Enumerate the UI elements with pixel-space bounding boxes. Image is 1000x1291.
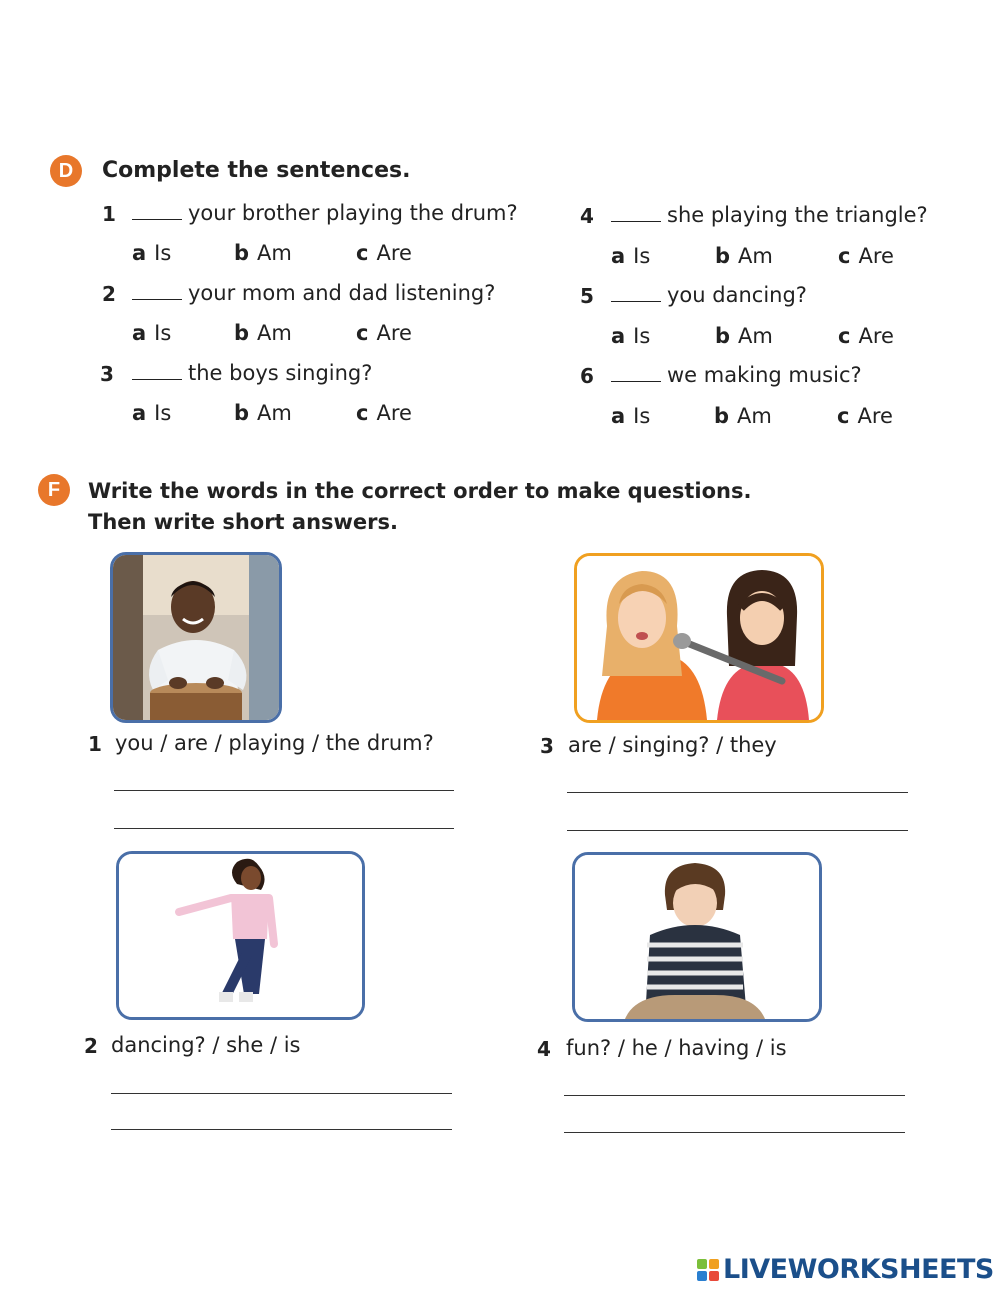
option-letter: a — [132, 321, 147, 345]
photo-girl-dancing — [116, 851, 365, 1020]
answer-line-question[interactable] — [114, 790, 454, 791]
option-word: Are — [376, 241, 412, 265]
option-word: Are — [858, 244, 894, 268]
option-letter: c — [356, 321, 369, 345]
option-a[interactable] — [132, 241, 171, 265]
question-text-line — [132, 361, 372, 385]
option-word: Are — [376, 401, 412, 425]
question-text: your mom and dad listening? — [188, 281, 496, 305]
question-text-line — [132, 281, 495, 305]
option-letter: c — [838, 324, 851, 348]
option-word: Is — [154, 321, 172, 345]
option-letter: a — [132, 241, 147, 265]
item-words: dancing? / she / is — [111, 1033, 301, 1057]
logo-text: LIVEWORKSHEETS — [723, 1254, 994, 1285]
option-letter: a — [611, 244, 626, 268]
option-word: Am — [737, 404, 772, 428]
photo-girls-singing — [574, 553, 824, 723]
section-f-title-line1: Write the words in the correct order to make questions. — [88, 479, 752, 503]
option-word: Am — [257, 401, 292, 425]
option-letter: b — [234, 321, 250, 345]
photo-boy-drum — [110, 552, 282, 723]
option-b[interactable] — [715, 324, 773, 348]
answer-blank[interactable] — [611, 207, 661, 222]
option-word: Am — [738, 244, 773, 268]
option-word: Is — [154, 401, 172, 425]
option-letter: a — [611, 324, 626, 348]
answer-blank[interactable] — [611, 287, 661, 302]
answer-line-question[interactable] — [567, 792, 908, 793]
option-c[interactable] — [838, 244, 894, 268]
logo-mark-icon — [697, 1259, 719, 1281]
question-text-line — [611, 283, 807, 307]
answer-line-short-answer[interactable] — [114, 828, 454, 829]
question-number: 5 — [580, 284, 594, 308]
question-text-line — [611, 363, 862, 387]
boy-bored-illustration — [575, 855, 819, 1019]
question-number: 3 — [100, 362, 114, 386]
option-a[interactable] — [132, 321, 171, 345]
option-letter: c — [356, 401, 369, 425]
section-d-badge: D — [50, 155, 82, 187]
option-word: Is — [154, 241, 172, 265]
item-number: 1 — [88, 732, 102, 756]
option-c[interactable] — [837, 404, 893, 428]
liveworksheets-logo — [697, 1254, 994, 1285]
answer-blank[interactable] — [132, 365, 182, 380]
option-c[interactable] — [838, 324, 894, 348]
option-letter: b — [715, 324, 731, 348]
option-letter: b — [714, 404, 730, 428]
item-words: fun? / he / having / is — [566, 1036, 787, 1060]
question-text: the boys singing? — [188, 361, 373, 385]
option-word: Are — [858, 324, 894, 348]
option-letter: b — [234, 401, 250, 425]
question-number: 6 — [580, 364, 594, 388]
question-text: your brother playing the drum? — [188, 201, 518, 225]
option-letter: b — [715, 244, 731, 268]
answer-blank[interactable] — [132, 205, 182, 220]
option-b[interactable] — [714, 404, 772, 428]
question-number: 1 — [102, 202, 116, 226]
item-words: are / singing? / they — [568, 733, 777, 757]
option-a[interactable] — [132, 401, 171, 425]
option-letter: a — [132, 401, 147, 425]
question-text-line — [132, 201, 518, 225]
answer-line-question[interactable] — [564, 1095, 905, 1096]
question-text: you dancing? — [667, 283, 807, 307]
answer-line-short-answer[interactable] — [564, 1132, 905, 1133]
option-letter: c — [356, 241, 369, 265]
option-letter: c — [838, 244, 851, 268]
option-word: Am — [738, 324, 773, 348]
section-f-badge: F — [38, 474, 70, 506]
option-b[interactable] — [234, 401, 292, 425]
option-a[interactable] — [611, 324, 650, 348]
option-a[interactable] — [611, 404, 650, 428]
item-number: 4 — [537, 1037, 551, 1061]
section-f-title-line2: Then write short answers. — [88, 510, 399, 534]
question-number: 4 — [580, 204, 594, 228]
question-number: 2 — [102, 282, 116, 306]
option-letter: c — [837, 404, 850, 428]
option-b[interactable] — [234, 241, 292, 265]
answer-blank[interactable] — [611, 367, 661, 382]
item-words: you / are / playing / the drum? — [115, 731, 434, 755]
option-b[interactable] — [715, 244, 773, 268]
option-letter: a — [611, 404, 626, 428]
girls-singing-illustration — [577, 556, 821, 720]
option-c[interactable] — [356, 241, 412, 265]
answer-line-short-answer[interactable] — [111, 1129, 452, 1130]
photo-boy-bored — [572, 852, 822, 1022]
option-word: Am — [257, 241, 292, 265]
item-number: 3 — [540, 734, 554, 758]
answer-blank[interactable] — [132, 285, 182, 300]
option-letter: b — [234, 241, 250, 265]
answer-line-short-answer[interactable] — [567, 830, 908, 831]
question-text-line — [611, 203, 928, 227]
option-word: Am — [257, 321, 292, 345]
option-c[interactable] — [356, 401, 412, 425]
option-a[interactable] — [611, 244, 650, 268]
option-word: Is — [633, 244, 651, 268]
option-word: Is — [633, 404, 651, 428]
option-word: Are — [376, 321, 412, 345]
option-b[interactable] — [234, 321, 292, 345]
section-d-title: Complete the sentences. — [102, 158, 411, 183]
question-text: she playing the triangle? — [667, 203, 928, 227]
item-number: 2 — [84, 1034, 98, 1058]
option-word: Are — [857, 404, 893, 428]
girl-dancing-illustration — [119, 854, 362, 1017]
answer-line-question[interactable] — [111, 1093, 452, 1094]
option-word: Is — [633, 324, 651, 348]
option-c[interactable] — [356, 321, 412, 345]
question-text: we making music? — [667, 363, 862, 387]
boy-drum-illustration — [113, 555, 279, 720]
